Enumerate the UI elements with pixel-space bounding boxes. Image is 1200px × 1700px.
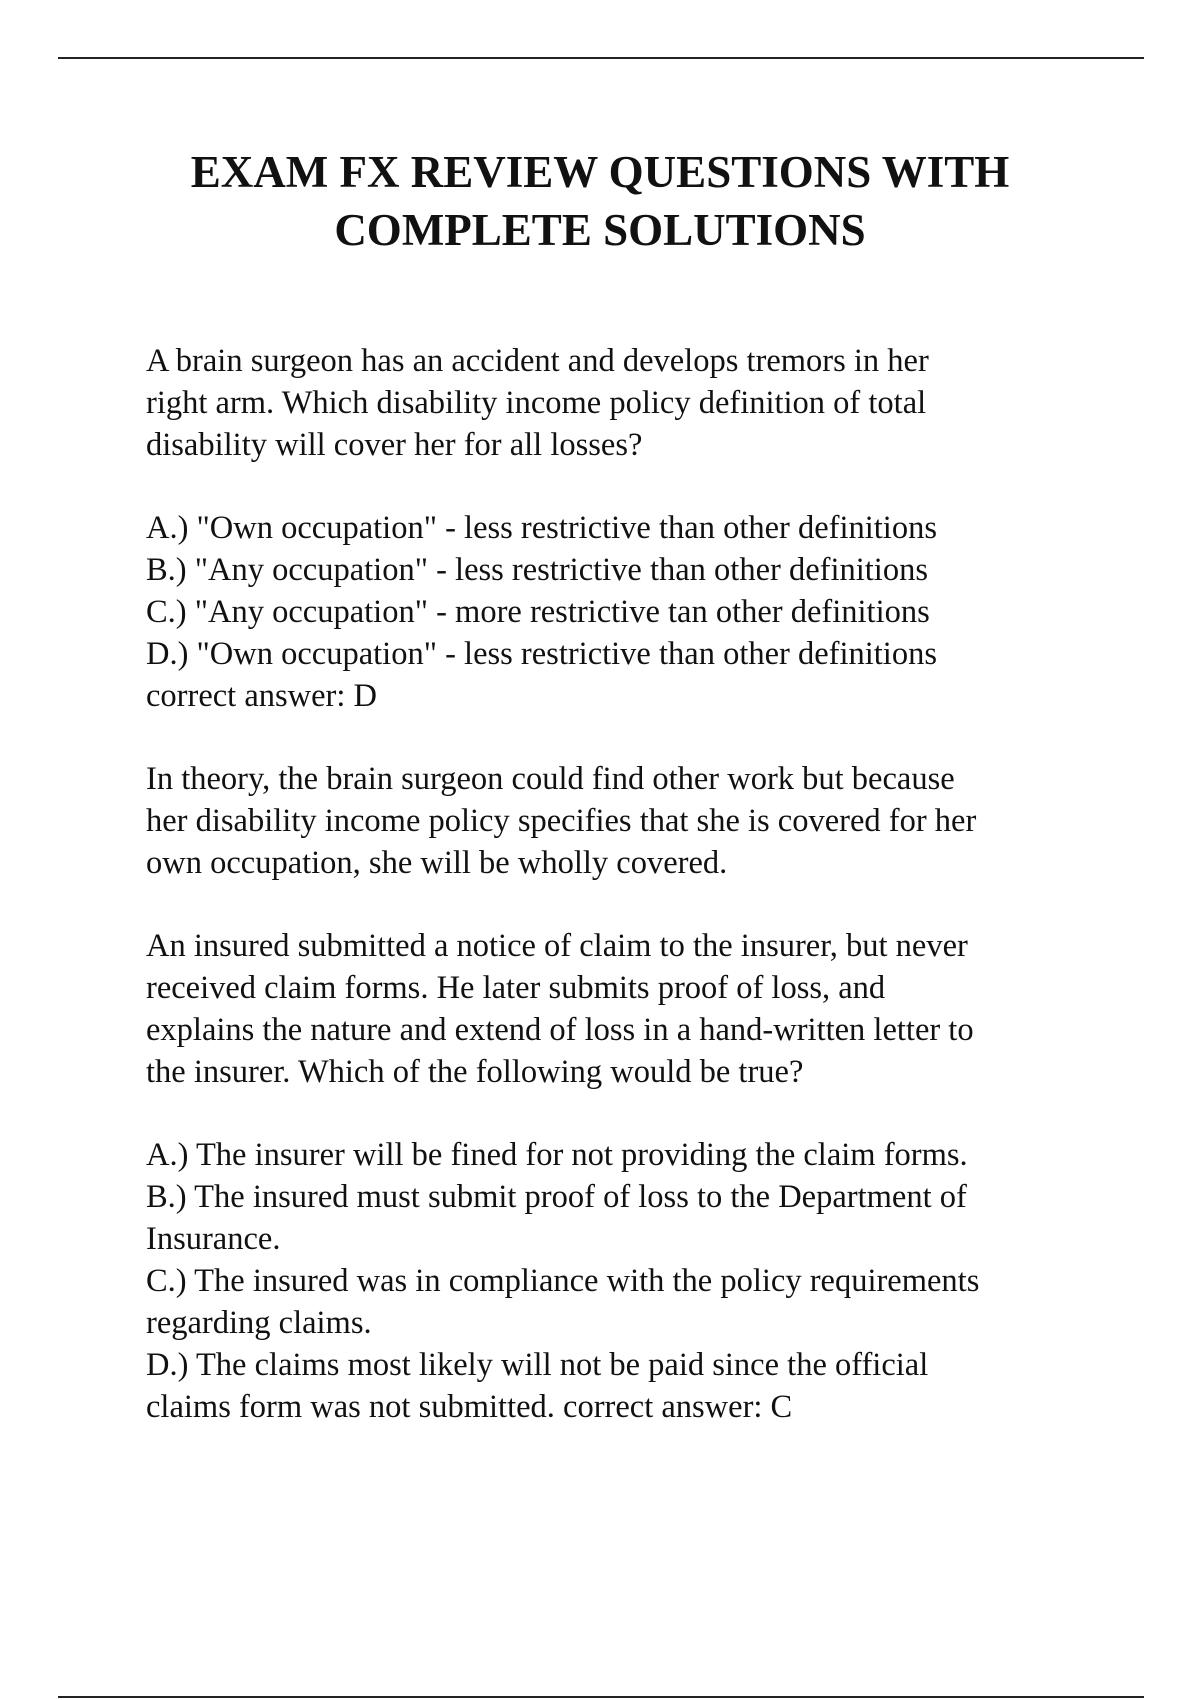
explanation-line: her disability income policy specifies that she is covered for her <box>146 803 977 839</box>
option-line: Insurance. <box>146 1221 281 1257</box>
option-line: A.) The insurer will be fined for not providing the claim forms. <box>146 1137 968 1173</box>
question-1-line: right arm. Which disability income policy definition of total <box>146 385 927 421</box>
explanation-line: In theory, the brain surgeon could find other work but because <box>146 761 955 797</box>
explanation-line: own occupation, she will be wholly covered. <box>146 845 728 881</box>
title-line: COMPLETE SOLUTIONS <box>334 205 866 255</box>
option-d: D.) "Own occupation" - less restrictive than other definitions <box>146 636 937 672</box>
question-2-options <box>146 1134 1106 1428</box>
top-divider <box>58 57 1144 59</box>
option-line: claims form was not submitted. correct answer: C <box>146 1389 793 1425</box>
option-a: A.) "Own occupation" - less restrictive than other definitions <box>146 510 937 546</box>
question-1-explanation <box>146 758 1106 884</box>
title-line: EXAM FX REVIEW QUESTIONS WITH <box>190 147 1010 197</box>
option-line: D.) The claims most likely will not be paid since the official <box>146 1347 929 1383</box>
question-2-line: An insured submitted a notice of claim to the insurer, but never <box>146 928 968 964</box>
question-2-line: the insurer. Which of the following would be true? <box>146 1054 804 1090</box>
document-body <box>146 340 1106 1428</box>
question-2 <box>146 925 1106 1093</box>
question-2-line: explains the nature and extend of loss in a hand-written letter to <box>146 1012 974 1048</box>
question-1-line: A brain surgeon has an accident and develops tremors in her <box>146 343 929 379</box>
question-1 <box>146 340 1106 466</box>
question-1-line: disability will cover her for all losses? <box>146 427 643 463</box>
correct-answer: correct answer: D <box>146 678 377 714</box>
option-line: regarding claims. <box>146 1305 372 1341</box>
option-line: C.) The insured was in compliance with the policy requirements <box>146 1263 980 1299</box>
bottom-divider <box>58 1696 1144 1698</box>
document-title <box>100 143 1100 259</box>
question-1-options <box>146 507 1106 717</box>
question-2-line: received claim forms. He later submits proof of loss, and <box>146 970 886 1006</box>
option-line: B.) The insured must submit proof of loss to the Department of <box>146 1179 967 1215</box>
option-c: C.) "Any occupation" - more restrictive tan other definitions <box>146 594 930 630</box>
option-b: B.) "Any occupation" - less restrictive than other definitions <box>146 552 928 588</box>
